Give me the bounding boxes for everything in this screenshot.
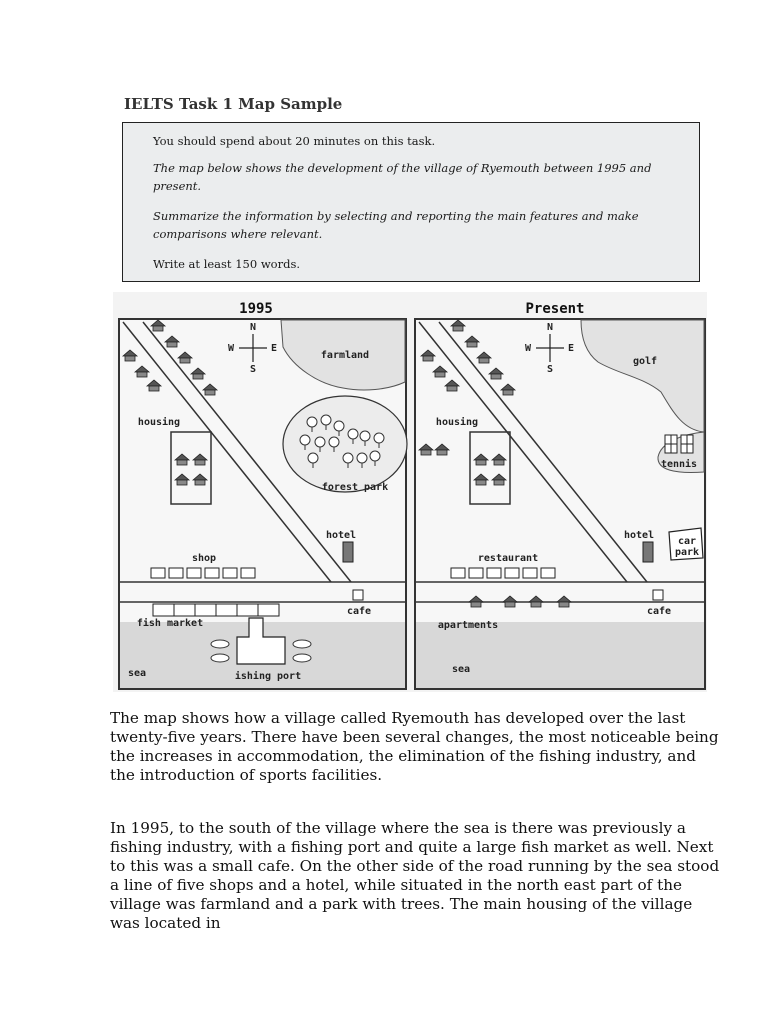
label-fishing-port: ishing port <box>234 671 302 682</box>
label-car: car <box>677 536 697 547</box>
map-present <box>415 301 705 689</box>
compass-n-present: N <box>546 322 554 333</box>
label-apartments: apartments <box>437 620 499 631</box>
compass-w-1995: W <box>227 343 235 354</box>
label-cafe-present: cafe <box>646 606 672 617</box>
label-farmland: farmland <box>320 350 370 361</box>
ryemouth-maps <box>113 292 707 692</box>
essay-paragraph-1: The map shows how a village called Ryemouth has developed over the last twenty-five years. There have been several changes, the most noticeable being the increases in accommodation, the elimination of the fishing industry, and the introduction of sports facilities. <box>110 709 719 784</box>
label-sea-present: sea <box>451 664 471 675</box>
label-golf: golf <box>632 356 658 367</box>
label-park: park <box>674 547 700 558</box>
task-instruction-time: You should spend about 20 minutes on this task. <box>153 134 436 148</box>
essay-paragraph-2: In 1995, to the south of the village where the sea is there was previously a fishing industry, with a fishing port and quite a large fish market as well. Next to this was a small cafe. On the other side of the road running by the sea stood a line of five shops and a hotel, while situated in the north east part of the village was farmland and a park with trees. The main housing of the village was located in <box>110 819 720 932</box>
compass-n-1995: N <box>249 322 257 333</box>
label-sea-1995: sea <box>127 668 147 679</box>
label-hotel-present: hotel <box>623 530 655 541</box>
map-1995 <box>119 301 407 689</box>
page-heading: IELTS Task 1 Map Sample <box>124 95 343 113</box>
compass-s-1995: S <box>249 364 257 375</box>
task-instruction-summarize: Summarize the information by selecting and reporting the main features and make comparisons where relevant. <box>153 209 639 241</box>
compass-s-present: S <box>546 364 554 375</box>
task-prompt: The map below shows the development of the village of Ryemouth between 1995 and present. <box>153 161 652 193</box>
map-present-title: Present <box>525 301 585 317</box>
label-hotel-1995: hotel <box>325 530 357 541</box>
compass-e-present: E <box>567 343 575 354</box>
label-tennis: tennis <box>660 459 698 470</box>
label-forest-park: forest park <box>321 482 389 493</box>
label-cafe-1995: cafe <box>346 606 372 617</box>
task-box <box>122 122 700 282</box>
compass-e-1995: E <box>270 343 278 354</box>
map-1995-title: 1995 <box>239 301 273 317</box>
label-restaurant: restaurant <box>477 553 539 564</box>
label-shop: shop <box>191 553 217 564</box>
task-word-count: Write at least 150 words. <box>153 257 301 271</box>
compass-w-present: W <box>524 343 532 354</box>
label-housing-1995: housing <box>137 417 181 428</box>
label-housing-present: housing <box>435 417 479 428</box>
label-fish-market: fish market <box>136 618 204 629</box>
